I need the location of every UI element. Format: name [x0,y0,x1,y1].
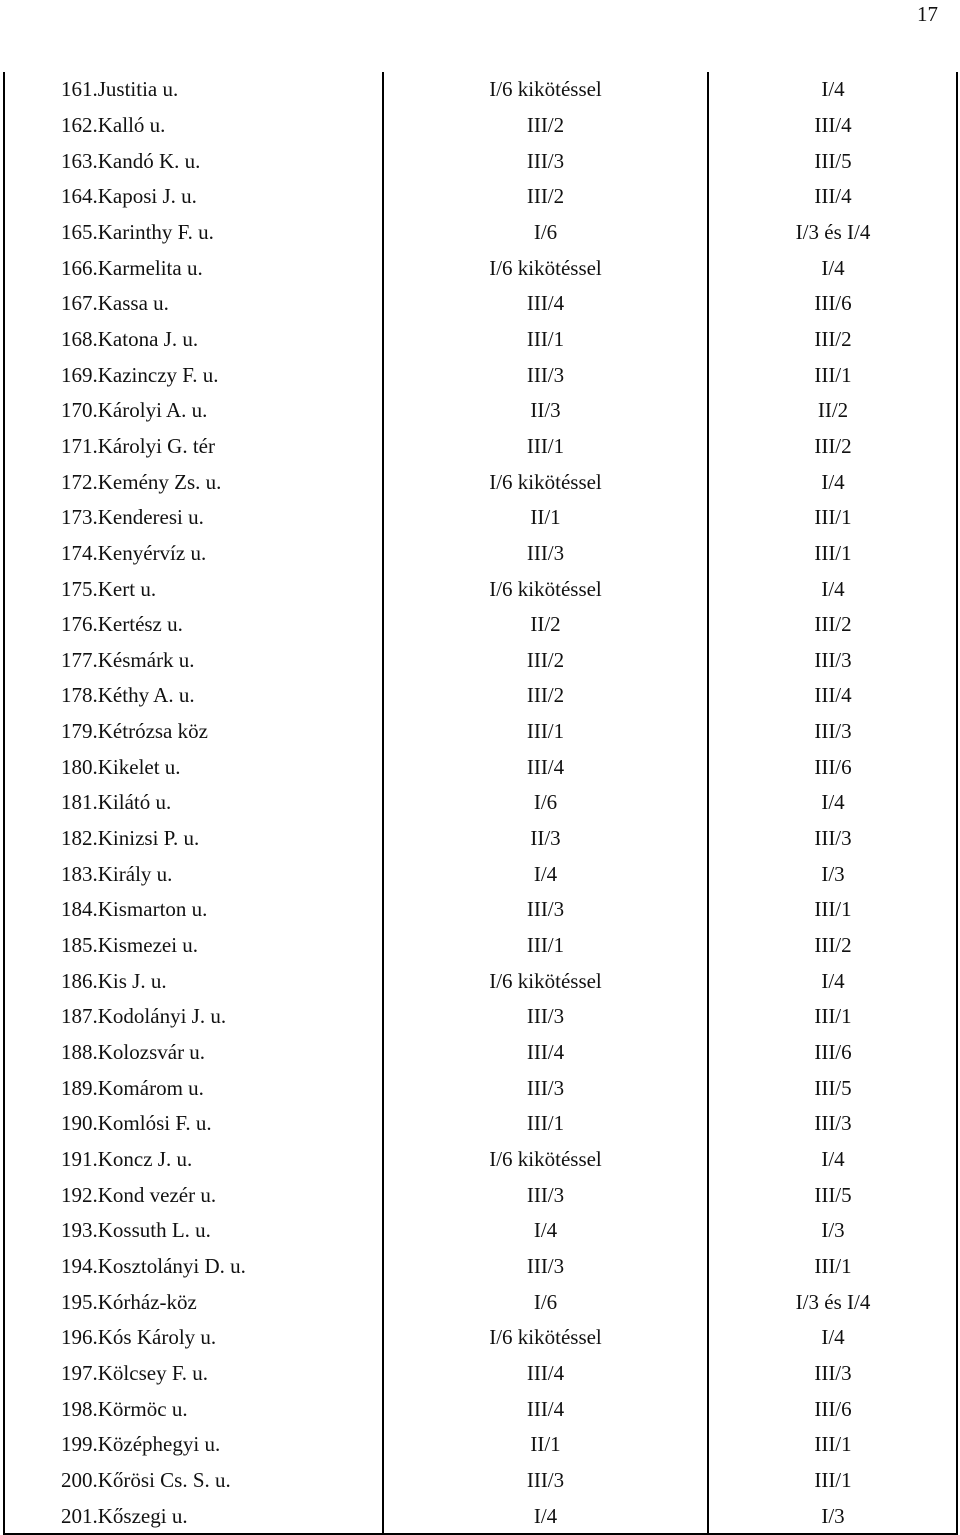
planned-class-cell: I/4 [821,255,845,280]
street-name-cell: 184.Kismarton u. [61,897,208,922]
current-class-cell: III/3 [526,1253,565,1278]
current-class-cell: III/2 [526,683,565,708]
street-name-cell: 177.Késmárk u. [61,647,195,672]
planned-class-cell: III/1 [814,540,852,565]
table-row [3,286,958,322]
table-row [3,1035,958,1071]
planned-class-cell: III/1 [814,1467,852,1492]
current-class-cell: II/3 [530,826,561,851]
table-row [3,928,958,964]
street-name-cell: 195.Kórház-köz [61,1289,197,1314]
street-name-cell: 192.Kond vezér u. [61,1182,217,1207]
planned-class-cell: I/4 [821,1147,845,1172]
table-row [3,1320,958,1356]
planned-class-cell: I/4 [821,1325,845,1350]
street-name-cell: 197.Kölcsey F. u. [61,1360,209,1385]
planned-class-cell: I/4 [821,469,845,494]
planned-class-cell: III/6 [814,754,852,779]
table-row [3,72,958,108]
current-class-cell: III/2 [526,112,565,137]
street-name-cell: 164.Kaposi J. u. [61,184,197,209]
current-class-cell: III/3 [526,1075,565,1100]
table-divider-1 [382,72,384,1534]
current-class-cell: III/3 [526,1182,565,1207]
planned-class-cell: III/2 [814,433,852,458]
table-row [3,571,958,607]
planned-class-cell: III/5 [814,1075,852,1100]
table-row [3,1284,958,1320]
table-row [3,322,958,358]
street-name-cell: 179.Kétrózsa köz [61,719,208,744]
current-class-cell: III/2 [526,184,565,209]
street-name-cell: 190.Komlósi F. u. [61,1111,212,1136]
street-name-cell: 169.Kazinczy F. u. [61,362,219,387]
street-name-cell: 167.Kassa u. [61,291,169,316]
planned-class-cell: III/3 [814,826,852,851]
street-name-cell: 188.Kolozsvár u. [61,1040,206,1065]
current-class-cell: I/4 [533,861,558,886]
street-name-cell: 162.Kalló u. [61,112,166,137]
table-row [3,1498,958,1534]
planned-class-cell: III/4 [814,184,852,209]
table-row [3,1177,958,1213]
street-name-cell: 168.Katona J. u. [61,326,199,351]
table-row [3,1463,958,1499]
street-name-cell: 165.Karinthy F. u. [61,219,214,244]
planned-class-cell: I/4 [821,77,845,102]
street-name-cell: 180.Kikelet u. [61,754,181,779]
table-row [3,393,958,429]
planned-class-cell: III/1 [814,1432,852,1457]
current-class-cell: III/1 [526,933,565,958]
current-class-cell: II/2 [530,612,561,637]
street-name-cell: 200.Kőrösi Cs. S. u. [61,1467,231,1492]
street-name-cell: 166.Karmelita u. [61,255,203,280]
planned-class-cell: III/6 [814,1396,852,1421]
current-class-cell: I/4 [533,1503,558,1528]
current-class-cell: I/4 [533,1218,558,1243]
table-row [3,536,958,572]
street-name-cell: 201.Kőszegi u. [61,1503,188,1528]
current-class-cell: III/1 [526,433,565,458]
table-row [3,714,958,750]
table-row [3,892,958,928]
current-class-cell: I/6 kikötéssel [489,968,602,993]
planned-class-cell: III/4 [814,112,852,137]
street-name-cell: 174.Kenyérvíz u. [61,540,207,565]
planned-class-cell: I/3 [821,1503,845,1528]
current-class-cell: III/4 [526,1040,565,1065]
street-name-cell: 196.Kós Károly u. [61,1325,217,1350]
planned-class-cell: III/5 [814,148,852,173]
table-row [3,1106,958,1142]
table-row [3,215,958,251]
table-row [3,1213,958,1249]
current-class-cell: III/3 [526,897,565,922]
table-row [3,607,958,643]
current-class-cell: I/6 [533,1289,558,1314]
current-class-cell: I/6 kikötéssel [489,1325,602,1350]
table-row [3,1356,958,1392]
current-class-cell: III/3 [526,540,565,565]
planned-class-cell: III/6 [814,291,852,316]
current-class-cell: III/1 [526,326,565,351]
street-name-cell: 171.Károlyi G. tér [61,433,215,458]
current-class-cell: I/6 kikötéssel [489,469,602,494]
table-row [3,963,958,999]
planned-class-cell: I/3 és I/4 [795,219,871,244]
table-body [3,72,958,1534]
table-row [3,749,958,785]
street-name-cell: 161.Justitia u. [61,77,179,102]
current-class-cell: III/3 [526,1467,565,1492]
planned-class-cell: I/3 és I/4 [795,1289,871,1314]
table-row [3,464,958,500]
table-row [3,999,958,1035]
planned-class-cell: III/1 [814,362,852,387]
current-class-cell: III/4 [526,1396,565,1421]
street-name-cell: 181.Kilátó u. [61,790,172,815]
street-name-cell: 187.Kodolányi J. u. [61,1004,227,1029]
current-class-cell: II/1 [530,1432,561,1457]
planned-class-cell: III/3 [814,647,852,672]
current-class-cell: III/4 [526,754,565,779]
table-row [3,821,958,857]
current-class-cell: II/1 [530,505,561,530]
table-row [3,250,958,286]
planned-class-cell: III/2 [814,612,852,637]
table-row [3,108,958,144]
current-class-cell: I/6 [533,790,558,815]
table-row [3,500,958,536]
street-name-cell: 186.Kis J. u. [61,968,167,993]
street-name-cell: 189.Komárom u. [61,1075,204,1100]
table-row [3,143,958,179]
planned-class-cell: III/3 [814,719,852,744]
current-class-cell: III/2 [526,647,565,672]
current-class-cell: I/6 kikötéssel [489,255,602,280]
street-name-cell: 185.Kismezei u. [61,933,199,958]
planned-class-cell: III/1 [814,1004,852,1029]
planned-class-cell: III/5 [814,1182,852,1207]
planned-class-cell: III/4 [814,683,852,708]
current-class-cell: III/1 [526,719,565,744]
planned-class-cell: III/3 [814,1111,852,1136]
street-name-cell: 194.Kosztolányi D. u. [61,1253,246,1278]
current-class-cell: I/6 kikötéssel [489,576,602,601]
current-class-cell: III/1 [526,1111,565,1136]
current-class-cell: I/6 kikötéssel [489,77,602,102]
planned-class-cell: III/1 [814,897,852,922]
planned-class-cell: III/6 [814,1040,852,1065]
table-row [3,357,958,393]
street-name-cell: 191.Koncz J. u. [61,1147,193,1172]
table-border-left [3,72,5,1534]
planned-class-cell: I/4 [821,576,845,601]
current-class-cell: I/6 [533,219,558,244]
current-class-cell: II/3 [530,398,561,423]
planned-class-cell: I/3 [821,861,845,886]
planned-class-cell: II/2 [817,398,849,423]
current-class-cell: III/3 [526,362,565,387]
table-divider-2 [707,72,709,1534]
table-row [3,179,958,215]
current-class-cell: III/3 [526,1004,565,1029]
current-class-cell: III/4 [526,1360,565,1385]
table-row [3,643,958,679]
table-row [3,678,958,714]
current-class-cell: I/6 kikötéssel [489,1147,602,1172]
street-table [3,72,958,1534]
street-name-cell: 199.Középhegyi u. [61,1432,221,1457]
table-row [3,785,958,821]
current-class-cell: III/3 [526,148,565,173]
table-border-right [956,72,958,1534]
planned-class-cell: III/3 [814,1360,852,1385]
current-class-cell: III/4 [526,291,565,316]
street-name-cell: 175.Kert u. [61,576,157,601]
street-name-cell: 176.Kertész u. [61,612,183,637]
table-row [3,1427,958,1463]
planned-class-cell: III/1 [814,1253,852,1278]
planned-class-cell: I/3 [821,1218,845,1243]
planned-class-cell: III/2 [814,933,852,958]
page-number: 17 [917,2,938,26]
street-name-cell: 193.Kossuth L. u. [61,1218,211,1243]
street-name-cell: 173.Kenderesi u. [61,505,204,530]
table-row [3,1391,958,1427]
planned-class-cell: III/1 [814,505,852,530]
table-row [3,1142,958,1178]
table-row [3,856,958,892]
street-name-cell: 178.Kéthy A. u. [61,683,195,708]
street-name-cell: 183.Király u. [61,861,173,886]
table-row [3,1249,958,1285]
street-name-cell: 170.Károlyi A. u. [61,398,208,423]
street-name-cell: 172.Kemény Zs. u. [61,469,222,494]
planned-class-cell: III/2 [814,326,852,351]
table-row [3,1070,958,1106]
planned-class-cell: I/4 [821,790,845,815]
table-row [3,429,958,465]
street-name-cell: 163.Kandó K. u. [61,148,201,173]
street-name-cell: 198.Körmöc u. [61,1396,188,1421]
planned-class-cell: I/4 [821,968,845,993]
street-name-cell: 182.Kinizsi P. u. [61,826,200,851]
